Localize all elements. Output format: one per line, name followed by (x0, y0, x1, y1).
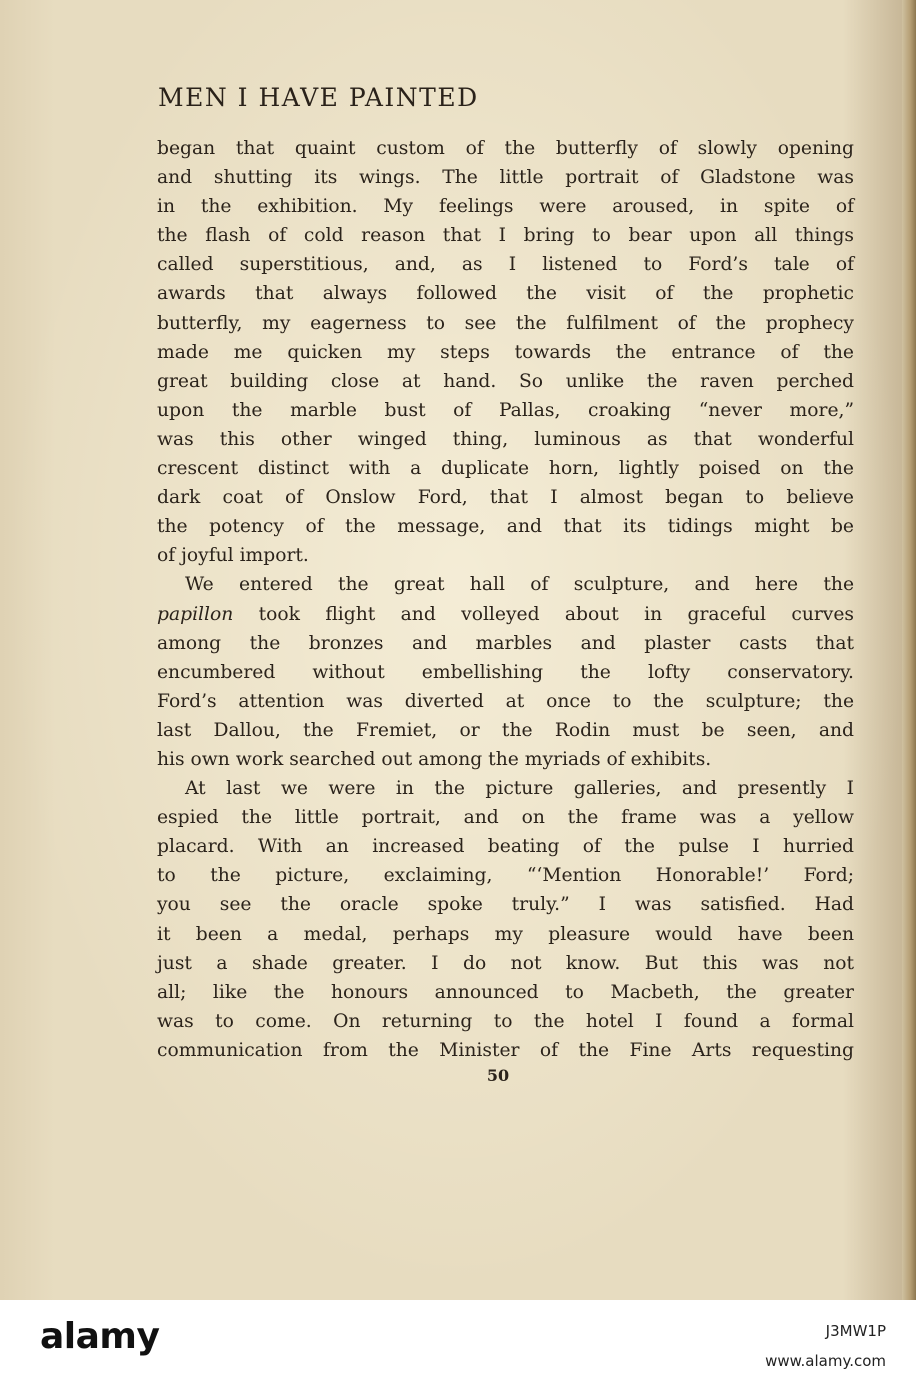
text-line: called superstitious, and, as I listened to Ford’s tale of (157, 254, 854, 276)
running-head: MEN I HAVE PAINTED (158, 83, 479, 112)
italic-word: papillon (157, 603, 234, 625)
text-line: great building close at hand. So unlike the raven perched (157, 370, 854, 392)
text-line: in the exhibition. My feelings were aroused, in spite of (157, 196, 854, 218)
text-line-rest: took flight and volleyed about in graceful curves (233, 603, 854, 625)
text-line: was this other winged thing, luminous as that wonderful (157, 428, 854, 450)
page-number: 50 (486, 1066, 510, 1085)
text-line: espied the little portrait, and on the frame was a yellow (157, 807, 854, 829)
text-line: his own work searched out among the myriads of exhibits. (157, 748, 712, 770)
text-line: dark coat of Onslow Ford, that I almost began to believe (157, 487, 854, 509)
text-line: upon the marble bust of Pallas, croaking “never more,” (157, 399, 854, 421)
text-line: the potency of the message, and that its tidings might be (157, 516, 854, 538)
text-line: just a shade greater. I do not know. But this was not (157, 952, 854, 974)
text-line: of joyful import. (157, 545, 309, 567)
text-line: crescent distinct with a duplicate horn, lightly poised on the (157, 458, 854, 480)
text-line: awards that always followed the visit of the prophetic (157, 283, 854, 305)
text-line: communication from the Minister of the Fine Arts requesting (157, 1039, 854, 1061)
text-line: all; like the honours announced to Macbeth, the greater (157, 981, 854, 1003)
page-edge-shadow (902, 0, 916, 1300)
site-url: www.alamy.com (765, 1352, 886, 1370)
body-text (157, 134, 854, 1065)
text-line: At last we were in the picture galleries, and presently I (185, 778, 854, 800)
text-line: to the picture, exclaiming, “‘Mention Honorable!’ Ford; (157, 865, 854, 887)
text-line: the flash of cold reason that I bring to bear upon all things (157, 225, 854, 247)
text-line: placard. With an increased beating of the pulse I hurried (157, 836, 854, 858)
text-line: you see the oracle spoke truly.” I was satisfied. Had (157, 894, 854, 916)
text-line: began that quaint custom of the butterfly of slowly opening (157, 138, 854, 159)
text-line: made me quicken my steps towards the entrance of the (157, 341, 854, 363)
text-line: and shutting its wings. The little portrait of Gladstone was (157, 167, 854, 189)
text-line: Ford’s attention was diverted at once to the sculpture; the (157, 690, 854, 712)
text-line: We entered the great hall of sculpture, and here the (185, 574, 854, 596)
text-line: last Dallou, the Fremiet, or the Rodin must be seen, and (157, 719, 854, 741)
text-line: butterfly, my eagerness to see the fulfilment of the prophecy (157, 312, 854, 334)
brand-logo: alamy (40, 1316, 160, 1357)
text-line (157, 600, 854, 629)
text-line: was to come. On returning to the hotel I found a formal (157, 1010, 854, 1032)
text-line: it been a medal, perhaps my pleasure would have been (157, 923, 854, 945)
text-line: encumbered without embellishing the lofty conservatory. (157, 661, 854, 683)
text-line: among the bronzes and marbles and plaster casts that (157, 632, 854, 654)
image-id: J3MW1P (825, 1322, 886, 1340)
